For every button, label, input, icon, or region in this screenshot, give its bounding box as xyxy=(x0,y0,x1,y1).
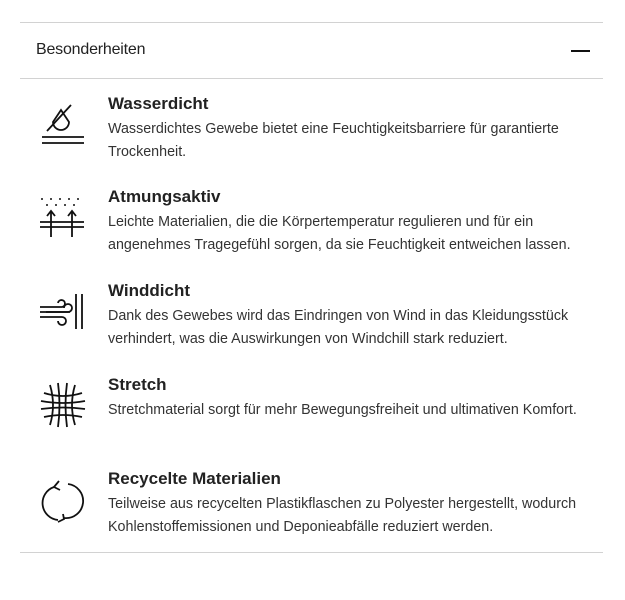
feature-title: Recycelte Materialien xyxy=(108,469,281,488)
feature-title: Wasserdicht xyxy=(108,94,209,113)
breathable-icon xyxy=(38,195,88,245)
feature-description: Stretchmaterial sorgt für mehr Bewegungsfreiheit und ultimativen Komfort. xyxy=(108,402,577,418)
feature-title: Stretch xyxy=(108,375,167,394)
accordion-header-besonderheiten[interactable] xyxy=(20,23,603,78)
feature-description: Leichte Materialien, die die Körpertemperatur regulieren und für ein angenehmes Tragegefühl sorgen, da sie Feuchtigkeit entweichen lassen. xyxy=(108,214,571,253)
accordion-title: Besonderheiten xyxy=(36,41,146,58)
header-divider xyxy=(20,78,603,79)
waterproof-icon xyxy=(38,100,88,150)
feature-title: Winddicht xyxy=(108,281,190,300)
bottom-divider xyxy=(20,552,603,553)
stretch-icon xyxy=(38,381,88,431)
feature-description: Dank des Gewebes wird das Eindringen von Wind in das Kleidungsstück verhindert, was die Auswirkungen von Windchill stark reduziert. xyxy=(108,308,569,347)
recycle-icon xyxy=(38,477,88,527)
feature-title: Atmungsaktiv xyxy=(108,187,221,206)
windproof-icon xyxy=(38,287,88,337)
feature-description: Teilweise aus recycelten Plastikflaschen zu Polyester hergestellt, wodurch Kohlenstoffemissionen und Deponieabfälle reduziert werden. xyxy=(108,496,577,535)
minus-icon[interactable] xyxy=(571,50,590,52)
feature-description: Wasserdichtes Gewebe bietet eine Feuchtigkeitsbarriere für garantierte Trockenheit. xyxy=(108,121,559,160)
